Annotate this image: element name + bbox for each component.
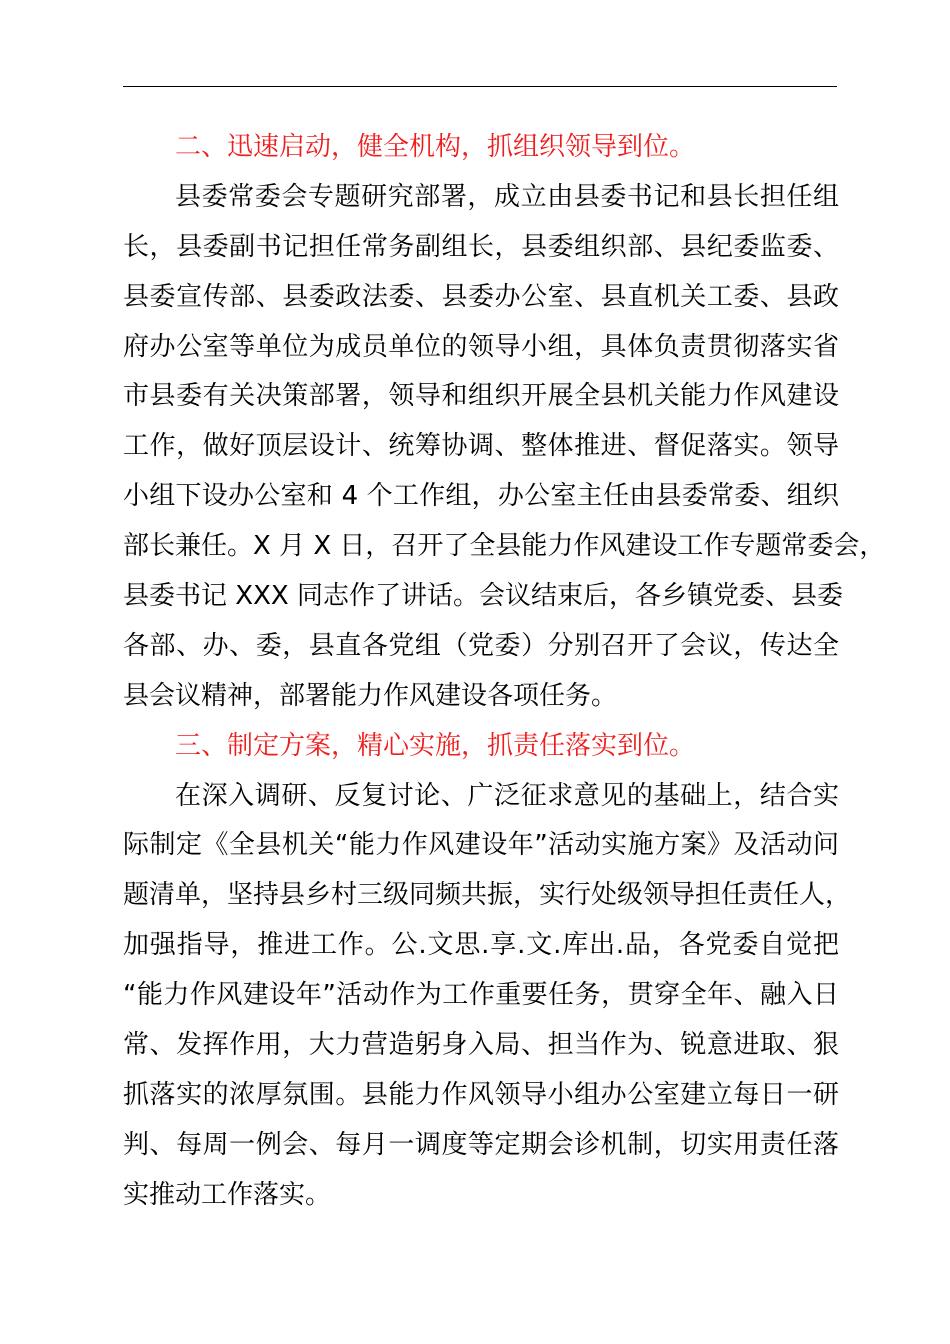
section-3-line: 抓落实的浓厚氛围。县能力作风领导小组办公室建立每日一研	[123, 1079, 839, 1110]
section-3-line: 判、每周一例会、每月一调度等定期会诊机制，切实用责任落	[123, 1129, 839, 1160]
section-2-heading: 二、迅速启动，健全机构，抓组织领导到位。	[175, 132, 696, 162]
document-body	[123, 123, 886, 1221]
section-3-line: “能力作风建设年”活动作为工作重要任务，贯穿全年、融入日	[123, 980, 839, 1011]
section-3-line: 题清单，坚持县乡村三级同频共振，实行处级领导担任责任人，	[123, 880, 852, 911]
section-2-line: 工作，做好顶层设计、统筹协调、整体推进、督促落实。领导	[123, 431, 839, 462]
section-3-line: 在深入调研、反复讨论、广泛征求意见的基础上，结合实	[175, 780, 839, 811]
section-2-line: 小组下设办公室和 4 个工作组，办公室主任由县委常委、组织	[123, 481, 839, 512]
section-2-line: 市县委有关决策部署，领导和组织开展全县机关能力作风建设	[123, 381, 839, 412]
section-3-line: 常、发挥作用，大力营造躬身入局、担当作为、锐意进取、狠	[123, 1030, 839, 1061]
section-2-line: 各部、办、委，县直各党组（党委）分别召开了会议，传达全	[123, 630, 839, 661]
section-2-line: 府办公室等单位为成员单位的领导小组，具体负责贯彻落实省	[123, 331, 839, 362]
section-3-line: 际制定《全县机关“能力作风建设年”活动实施方案》及活动问	[123, 830, 839, 861]
header-rule	[123, 86, 837, 87]
section-3-line: 加强指导，推进工作。公.文思.享.文.库出.品，各党委自觉把	[123, 930, 839, 961]
section-2-line: 县委宣传部、县委政法委、县委办公室、县直机关工委、县政	[123, 281, 839, 312]
section-2-line: 县委书记 XXX 同志作了讲话。会议结束后，各乡镇党委、县委	[123, 581, 843, 612]
section-3-heading: 三、制定方案，精心实施，抓责任落实到位。	[175, 730, 696, 761]
section-2-line: 部长兼任。X 月 X 日，召开了全县能力作风建设工作专题常委会，	[123, 531, 886, 562]
section-2-line: 县委常委会专题研究部署，成立由县委书记和县长担任组	[175, 181, 839, 212]
section-2-line: 长，县委副书记担任常务副组长，县委组织部、县纪委监委、	[123, 231, 839, 262]
section-2-line: 县会议精神，部署能力作风建设各项任务。	[123, 680, 618, 711]
section-3-line: 实推动工作落实。	[123, 1179, 332, 1210]
